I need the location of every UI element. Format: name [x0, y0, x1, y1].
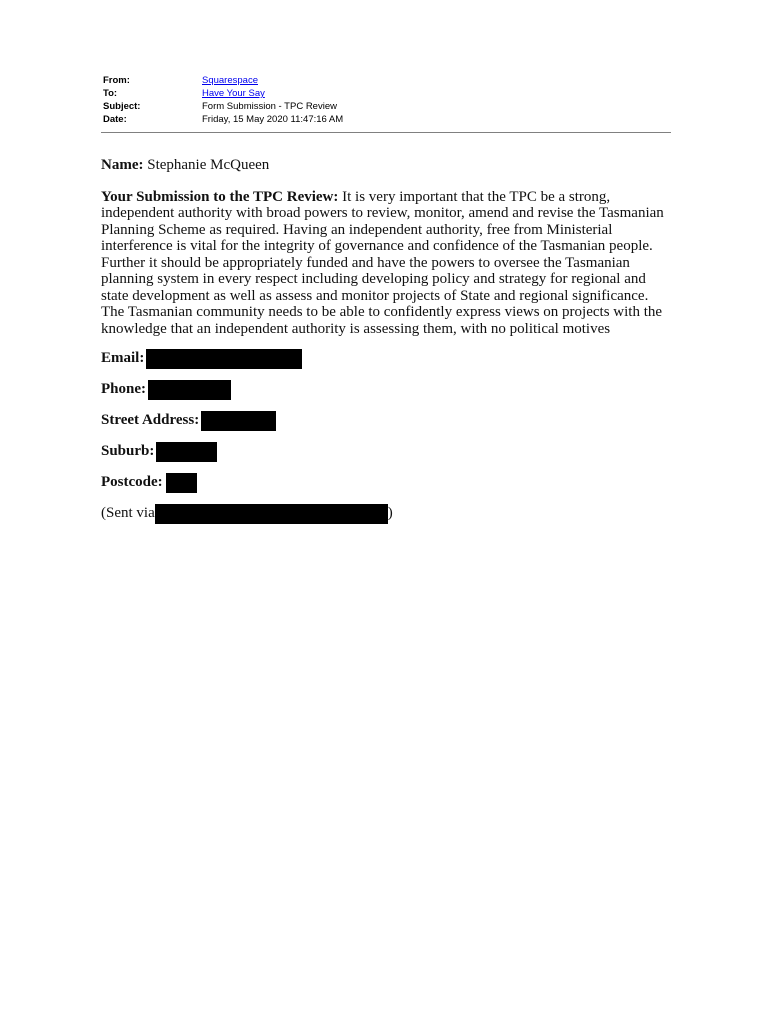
sent-via-suffix: )	[387, 505, 393, 521]
suburb-redaction	[156, 442, 217, 462]
header-divider	[101, 132, 671, 133]
submission-label: Your Submission to the TPC Review:	[101, 188, 339, 205]
postcode-label: Postcode:	[101, 474, 163, 490]
email-label: Email:	[101, 350, 145, 366]
phone-redaction	[148, 380, 231, 400]
street-address-redaction	[201, 411, 276, 431]
submission-paragraph	[101, 189, 671, 338]
date-value: Friday, 15 May 2020 11:47:16 AM	[202, 114, 344, 125]
name-value: Stephanie McQueen	[143, 157, 270, 173]
to-row	[103, 87, 671, 100]
name-line	[101, 157, 671, 174]
message-body	[101, 157, 671, 529]
postcode-line	[101, 467, 671, 498]
street-address-line	[101, 405, 671, 436]
email-header	[103, 74, 671, 126]
from-label: From:	[103, 75, 130, 86]
email-redaction	[146, 349, 302, 369]
subject-row	[103, 100, 671, 113]
to-label: To:	[103, 88, 118, 99]
phone-line	[101, 374, 671, 405]
sent-via-line	[101, 498, 671, 529]
date-row	[103, 113, 671, 126]
sent-via-prefix: (Sent via	[101, 505, 155, 521]
subject-label: Subject:	[103, 101, 141, 112]
name-label: Name:	[101, 157, 144, 173]
to-link[interactable]: Have Your Say	[202, 88, 265, 99]
suburb-label: Suburb:	[101, 443, 155, 459]
date-label: Date:	[103, 114, 127, 125]
sent-via-redaction	[155, 504, 388, 524]
suburb-line	[101, 436, 671, 467]
subject-value: Form Submission - TPC Review	[202, 101, 337, 112]
phone-label: Phone:	[101, 381, 146, 397]
submission-text: It is very important that the TPC be a strong, independent authority with broad powers to review, monitor, amend and revise the Tasmanian Planning Scheme as required. Having an independent authority, free from Ministerial interference is vital for the integrity of governance and confidence of the Tasmanian people. Further it should be appropriately funded and have the powers to oversee the Tasmanian planning system in every respect including developing policy and strategy for regional and state development as well as assess and monitor projects of State and regional significance. The Tasmanian community needs to be able to confidently express views on projects with the knowledge that an independent authority is assessing them, with no political motives	[101, 188, 664, 337]
postcode-redaction	[166, 473, 197, 493]
from-row	[103, 74, 671, 87]
from-link[interactable]: Squarespace	[202, 75, 258, 86]
email-line	[101, 343, 671, 374]
street-address-label: Street Address:	[101, 412, 200, 428]
